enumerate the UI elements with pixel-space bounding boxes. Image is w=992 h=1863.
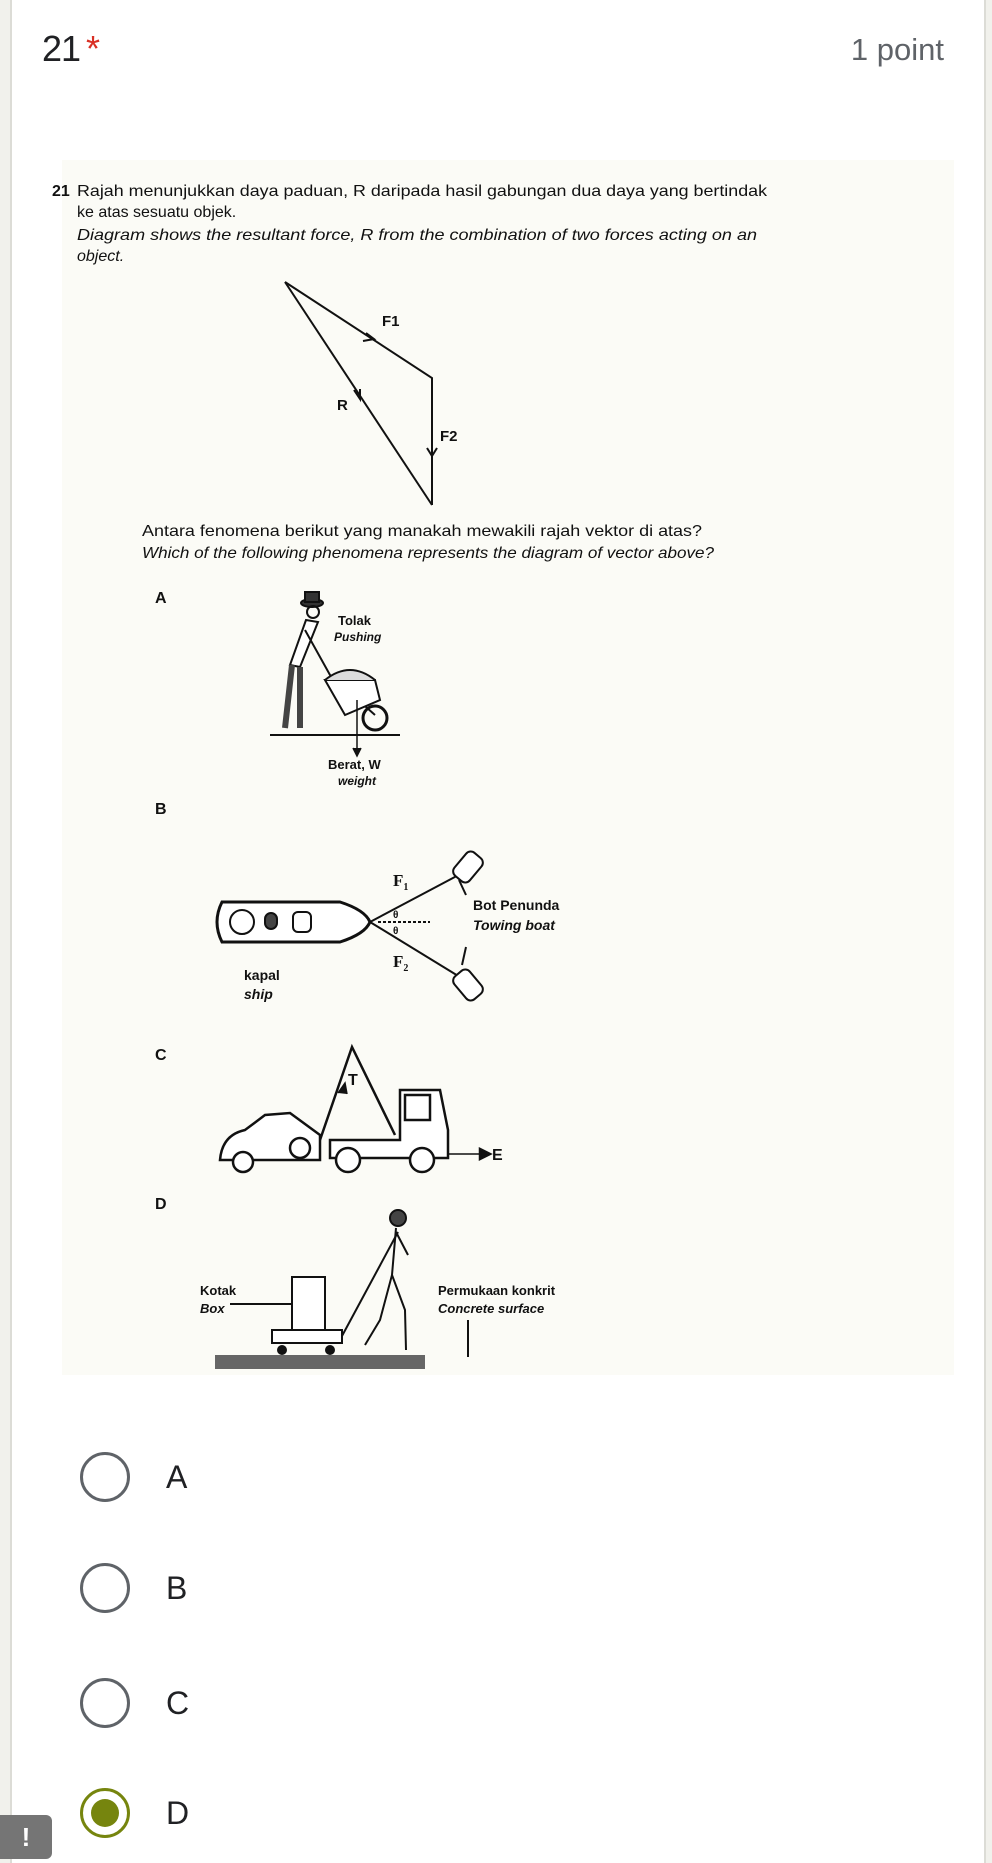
ask-ms: Antara fenomena berikut yang manakah mewakili rajah vektor di atas? [142, 523, 703, 540]
boat-ms: Bot Penunda [473, 897, 560, 913]
radio-button-b[interactable] [80, 1563, 130, 1613]
option-b[interactable] [80, 1558, 187, 1618]
surface-ms: Permukaan konkrit [438, 1283, 556, 1298]
stem-ms-line1: Rajah menunjukkan daya paduan, R daripada hasil gabungan dua daya yang bertindak [77, 183, 769, 200]
figure-c-letter: C [155, 1047, 167, 1064]
required-asterisk: * [86, 28, 100, 69]
box-en: Box [200, 1301, 225, 1316]
figure-d-letter: D [155, 1196, 167, 1213]
theta-lower: θ [393, 926, 399, 937]
push-ms: Tolak [338, 613, 371, 628]
figure-a-letter: A [155, 590, 167, 607]
box-ms: Kotak [200, 1283, 237, 1298]
ship-en: ship [244, 986, 273, 1002]
radio-button-a[interactable] [80, 1452, 130, 1502]
radio-selected-dot [91, 1799, 119, 1827]
figure-b-letter: B [155, 801, 167, 818]
stem-ms-line2: ke atas sesuatu objek. [77, 204, 237, 221]
radio-button-c[interactable] [80, 1678, 130, 1728]
label-f2: F2 [440, 428, 458, 445]
feedback-alert-icon[interactable]: ! [0, 1815, 52, 1859]
scan-background [62, 160, 954, 1375]
surface-en: Concrete surface [438, 1301, 545, 1316]
question-number-text: 21 [42, 28, 81, 69]
weight-en: weight [338, 774, 376, 788]
b-f1-label: $F_1$ [393, 871, 409, 893]
option-d[interactable] [80, 1783, 189, 1843]
ship-ms: kapal [244, 967, 280, 983]
stem-en-line1: Diagram shows the resultant force, R from the combination of two forces acting on an [77, 227, 758, 244]
option-label-a: A [166, 1458, 188, 1495]
boat-en: Towing boat [473, 917, 555, 933]
question-points: 1 point [850, 32, 944, 67]
push-en: Pushing [334, 630, 382, 644]
option-label-b: B [166, 1569, 188, 1606]
b-f2-label: $F_2$ [393, 952, 409, 974]
option-a[interactable] [80, 1447, 187, 1507]
e-label: E [492, 1147, 503, 1164]
concrete-ground [215, 1355, 425, 1369]
option-c[interactable] [80, 1673, 189, 1733]
option-label-d: D [166, 1794, 190, 1831]
tension-label: T [348, 1072, 358, 1089]
label-r: R [337, 397, 348, 414]
ask-en: Which of the following phenomena represents the diagram of vector above? [142, 545, 715, 562]
radio-button-d-selected[interactable] [80, 1788, 130, 1838]
option-label-c: C [166, 1684, 190, 1721]
weight-ms: Berat, W [328, 757, 381, 772]
scan-item-number: 21 [52, 183, 70, 200]
label-f1: F1 [382, 313, 400, 330]
stem-en-line2: object. [77, 248, 125, 265]
theta-upper: θ [393, 910, 399, 921]
